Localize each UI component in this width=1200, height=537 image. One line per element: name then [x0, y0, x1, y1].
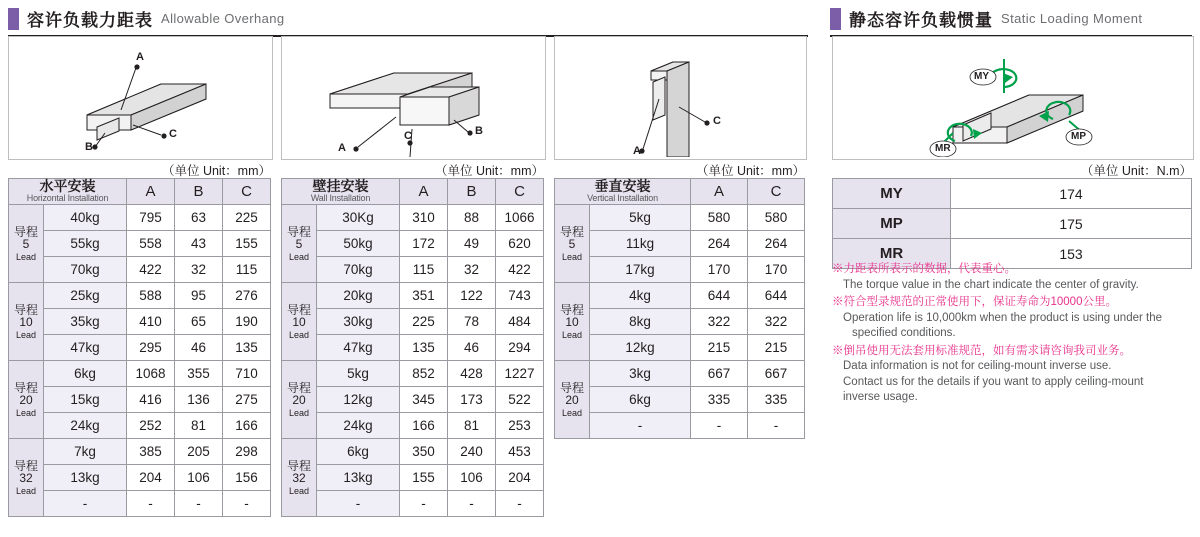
- value-cell: 295: [127, 335, 175, 361]
- lead-group-label: 导程 10 Lead: [282, 283, 317, 361]
- illustration-label-a: A: [136, 51, 144, 63]
- moment-name-cell: MP: [833, 209, 951, 239]
- value-cell: 264: [748, 231, 805, 257]
- table-title-cell: [282, 179, 400, 205]
- table-row: [9, 413, 271, 439]
- table-row: [9, 465, 271, 491]
- value-cell: 294: [496, 335, 544, 361]
- value-cell: 667: [748, 361, 805, 387]
- value-cell: 136: [175, 387, 223, 413]
- value-cell: 156: [223, 465, 271, 491]
- table-row: [9, 283, 271, 309]
- load-cell: 12kg: [317, 387, 400, 413]
- value-cell: 422: [496, 257, 544, 283]
- value-cell: 350: [400, 439, 448, 465]
- value-cell: -: [223, 491, 271, 517]
- note-line: Contact us for the details if you want to apply ceiling-mount: [843, 375, 1144, 388]
- load-cell: 7kg: [44, 439, 127, 465]
- note-line: Data information is not for ceiling-mount inverse use.: [843, 360, 1112, 373]
- value-cell: -: [691, 413, 748, 439]
- value-cell: 580: [748, 205, 805, 231]
- illustration-label-a: A: [338, 142, 346, 154]
- load-cell: 5kg: [317, 361, 400, 387]
- value-cell: 335: [691, 387, 748, 413]
- section-accent-bar: [830, 8, 841, 30]
- table-row: [282, 439, 544, 465]
- load-cell: 70kg: [317, 257, 400, 283]
- value-cell: 65: [175, 309, 223, 335]
- column-header-c: C: [223, 179, 271, 205]
- note-line: ※力距表所表示的数据，代表重心。: [832, 263, 1016, 275]
- table-row: [9, 309, 271, 335]
- column-header-c: C: [496, 179, 544, 205]
- load-cell: 11kg: [590, 231, 691, 257]
- table-title-cell: [555, 179, 691, 205]
- value-cell: 115: [223, 257, 271, 283]
- illustration-wall-installation: [281, 36, 546, 160]
- value-cell: -: [400, 491, 448, 517]
- section-header-allowable-overhang: [8, 6, 808, 37]
- value-cell: 620: [496, 231, 544, 257]
- value-cell: 416: [127, 387, 175, 413]
- value-cell: 46: [448, 335, 496, 361]
- value-cell: 240: [448, 439, 496, 465]
- table-row: [282, 231, 544, 257]
- table-row: [555, 413, 805, 439]
- table-row: [555, 231, 805, 257]
- load-cell: 30kg: [317, 309, 400, 335]
- table-wall-installation: [281, 178, 544, 517]
- value-cell: 172: [400, 231, 448, 257]
- table-row: [9, 439, 271, 465]
- value-cell: 795: [127, 205, 175, 231]
- value-cell: 32: [175, 257, 223, 283]
- table-row: [282, 465, 544, 491]
- unit-label-horizontal: （单位 Unit：mm）: [161, 164, 271, 178]
- table-row: [282, 309, 544, 335]
- table-title-cn: 垂直安装: [594, 178, 651, 195]
- section-header-static-loading-moment: [830, 6, 1192, 37]
- table-row: [282, 387, 544, 413]
- value-cell: 298: [223, 439, 271, 465]
- table-header-row: [9, 179, 271, 205]
- lead-group-label: 导程 20 Lead: [9, 361, 44, 439]
- value-cell: 215: [691, 335, 748, 361]
- note-line: Operation life is 10,000km when the product is using under the: [843, 311, 1162, 324]
- load-cell: 4kg: [590, 283, 691, 309]
- load-cell: 13kg: [317, 465, 400, 491]
- value-cell: 253: [496, 413, 544, 439]
- value-cell: 225: [223, 205, 271, 231]
- illustration-label-mp: MP: [1071, 131, 1086, 142]
- lead-group-label: 导程 32 Lead: [282, 439, 317, 517]
- lead-group-label: 导程 10 Lead: [9, 283, 44, 361]
- value-cell: 1227: [496, 361, 544, 387]
- value-cell: -: [127, 491, 175, 517]
- table-static-loading-moment: [832, 178, 1192, 269]
- load-cell: 3kg: [590, 361, 691, 387]
- load-cell: 8kg: [590, 309, 691, 335]
- value-cell: -: [496, 491, 544, 517]
- load-cell: 15kg: [44, 387, 127, 413]
- load-cell: 6kg: [44, 361, 127, 387]
- illustration-label-mr: MR: [935, 143, 951, 154]
- table-row: [833, 209, 1192, 239]
- value-cell: -: [175, 491, 223, 517]
- table-horizontal-installation: [8, 178, 271, 517]
- section-title-en: Static Loading Moment: [1001, 11, 1143, 26]
- value-cell: 170: [748, 257, 805, 283]
- value-cell: 588: [127, 283, 175, 309]
- load-cell: 47kg: [44, 335, 127, 361]
- value-cell: 78: [448, 309, 496, 335]
- value-cell: 667: [691, 361, 748, 387]
- load-cell: 13kg: [44, 465, 127, 491]
- unit-label-wall: （单位 Unit：mm）: [434, 164, 544, 178]
- note-line: ※倒吊使用无法套用标准规范，如有需求请咨询我司业务。: [832, 344, 1131, 357]
- table-row: [282, 283, 544, 309]
- table-row: [9, 387, 271, 413]
- value-cell: 322: [748, 309, 805, 335]
- load-cell: 24kg: [44, 413, 127, 439]
- value-cell: -: [448, 491, 496, 517]
- table-row: [282, 361, 544, 387]
- table-row: [555, 257, 805, 283]
- illustration-label-my: MY: [974, 71, 989, 82]
- value-cell: 1066: [496, 205, 544, 231]
- value-cell: 410: [127, 309, 175, 335]
- lead-group-label: 导程 5 Lead: [282, 205, 317, 283]
- value-cell: 1068: [127, 361, 175, 387]
- table-row: [555, 361, 805, 387]
- moment-value-cell: 153: [951, 239, 1192, 269]
- illustration-horizontal-installation: [8, 36, 273, 160]
- table-title-cell: [9, 179, 127, 205]
- load-cell: -: [590, 413, 691, 439]
- column-header-a: A: [400, 179, 448, 205]
- table-row: [9, 205, 271, 231]
- value-cell: 355: [175, 361, 223, 387]
- note-line: The torque value in the chart indicate the center of gravity.: [843, 278, 1139, 291]
- table-title-en: Horizontal Installation: [26, 193, 109, 204]
- value-cell: 276: [223, 283, 271, 309]
- illustration-label-b: B: [85, 141, 93, 153]
- table-title-cn: 水平安装: [39, 178, 96, 195]
- load-cell: 6kg: [317, 439, 400, 465]
- value-cell: 46: [175, 335, 223, 361]
- value-cell: 225: [400, 309, 448, 335]
- table-row: [555, 283, 805, 309]
- value-cell: 453: [496, 439, 544, 465]
- table-row: [555, 309, 805, 335]
- load-cell: 30Kg: [317, 205, 400, 231]
- value-cell: 252: [127, 413, 175, 439]
- value-cell: 173: [448, 387, 496, 413]
- note-line: inverse usage.: [843, 391, 918, 404]
- load-cell: -: [44, 491, 127, 517]
- section-title-cn: 容许负载力距表: [27, 11, 153, 30]
- load-cell: 35kg: [44, 309, 127, 335]
- lead-group-label: 导程 20 Lead: [282, 361, 317, 439]
- table-row: [555, 335, 805, 361]
- load-cell: 25kg: [44, 283, 127, 309]
- value-cell: 32: [448, 257, 496, 283]
- value-cell: 351: [400, 283, 448, 309]
- column-header-a: A: [691, 179, 748, 205]
- lead-group-label: 导程 5 Lead: [555, 205, 590, 283]
- value-cell: 170: [691, 257, 748, 283]
- load-cell: 40kg: [44, 205, 127, 231]
- note-line: ※符合型录规范的正常使用下，保证寿命为10000公里。: [832, 296, 1117, 309]
- value-cell: 580: [691, 205, 748, 231]
- value-cell: 264: [691, 231, 748, 257]
- illustration-label-c: C: [169, 128, 177, 140]
- column-header-a: A: [127, 179, 175, 205]
- illustration-label-a: A: [633, 145, 641, 157]
- section-title-en: Allowable Overhang: [161, 11, 285, 26]
- table-row: [9, 231, 271, 257]
- value-cell: 155: [223, 231, 271, 257]
- value-cell: 522: [496, 387, 544, 413]
- value-cell: 428: [448, 361, 496, 387]
- value-cell: 204: [496, 465, 544, 491]
- table-row: [282, 413, 544, 439]
- value-cell: 204: [127, 465, 175, 491]
- value-cell: 155: [400, 465, 448, 491]
- value-cell: 335: [748, 387, 805, 413]
- moment-value-cell: 174: [951, 179, 1192, 209]
- notes-block: [832, 262, 1200, 406]
- load-cell: 50kg: [317, 231, 400, 257]
- load-cell: 6kg: [590, 387, 691, 413]
- value-cell: 215: [748, 335, 805, 361]
- value-cell: 122: [448, 283, 496, 309]
- load-cell: 70kg: [44, 257, 127, 283]
- column-header-b: B: [175, 179, 223, 205]
- illustration-label-c: C: [713, 115, 721, 127]
- value-cell: 644: [748, 283, 805, 309]
- load-cell: 12kg: [590, 335, 691, 361]
- value-cell: 95: [175, 283, 223, 309]
- table-title-en: Vertical Installation: [587, 193, 658, 204]
- note-line: specified conditions.: [852, 327, 956, 340]
- value-cell: 743: [496, 283, 544, 309]
- table-row: [833, 179, 1192, 209]
- moment-name-cell: MY: [833, 179, 951, 209]
- lead-group-label: 导程 20 Lead: [555, 361, 590, 439]
- value-cell: 275: [223, 387, 271, 413]
- section-title-cn: 静态容许负载惯量: [849, 11, 993, 30]
- table-header-row: [282, 179, 544, 205]
- section-accent-bar: [8, 8, 19, 30]
- value-cell: 135: [400, 335, 448, 361]
- illustration-static-loading-moment: [832, 36, 1194, 160]
- table-row: [9, 257, 271, 283]
- load-cell: -: [317, 491, 400, 517]
- column-header-c: C: [748, 179, 805, 205]
- value-cell: 322: [691, 309, 748, 335]
- table-header-row: [555, 179, 805, 205]
- unit-label-moment: （单位 Unit：N.m）: [1080, 164, 1192, 178]
- illustration-label-b: B: [475, 125, 483, 137]
- table-row: [555, 205, 805, 231]
- lead-group-label: 导程 5 Lead: [9, 205, 44, 283]
- value-cell: 644: [691, 283, 748, 309]
- moment-name-cell: MR: [833, 239, 951, 269]
- value-cell: 166: [400, 413, 448, 439]
- column-header-b: B: [448, 179, 496, 205]
- value-cell: 710: [223, 361, 271, 387]
- table-vertical-installation: [554, 178, 805, 439]
- unit-label-vertical: （单位 Unit：mm）: [695, 164, 805, 178]
- value-cell: 81: [448, 413, 496, 439]
- value-cell: 345: [400, 387, 448, 413]
- value-cell: 558: [127, 231, 175, 257]
- value-cell: 484: [496, 309, 544, 335]
- table-row: [282, 335, 544, 361]
- value-cell: 88: [448, 205, 496, 231]
- value-cell: 115: [400, 257, 448, 283]
- table-row: [9, 361, 271, 387]
- value-cell: 190: [223, 309, 271, 335]
- table-row: [282, 257, 544, 283]
- value-cell: 852: [400, 361, 448, 387]
- value-cell: 49: [448, 231, 496, 257]
- value-cell: 385: [127, 439, 175, 465]
- value-cell: 166: [223, 413, 271, 439]
- value-cell: 310: [400, 205, 448, 231]
- value-cell: 106: [448, 465, 496, 491]
- lead-group-label: 导程 10 Lead: [555, 283, 590, 361]
- lead-group-label: 导程 32 Lead: [9, 439, 44, 517]
- table-title-en: Wall Installation: [310, 193, 371, 204]
- table-row: [282, 205, 544, 231]
- value-cell: 205: [175, 439, 223, 465]
- moment-value-cell: 175: [951, 209, 1192, 239]
- load-cell: 47kg: [317, 335, 400, 361]
- value-cell: 63: [175, 205, 223, 231]
- table-row: [9, 491, 271, 517]
- value-cell: 106: [175, 465, 223, 491]
- value-cell: 81: [175, 413, 223, 439]
- load-cell: 55kg: [44, 231, 127, 257]
- value-cell: 422: [127, 257, 175, 283]
- value-cell: 135: [223, 335, 271, 361]
- load-cell: 24kg: [317, 413, 400, 439]
- table-title-cn: 壁挂安装: [312, 178, 369, 195]
- table-row: [9, 335, 271, 361]
- table-row: [282, 491, 544, 517]
- illustration-label-c: C: [404, 130, 412, 142]
- value-cell: 43: [175, 231, 223, 257]
- table-row: [555, 387, 805, 413]
- load-cell: 20kg: [317, 283, 400, 309]
- load-cell: 5kg: [590, 205, 691, 231]
- load-cell: 17kg: [590, 257, 691, 283]
- value-cell: -: [748, 413, 805, 439]
- illustration-vertical-installation: [554, 36, 807, 160]
